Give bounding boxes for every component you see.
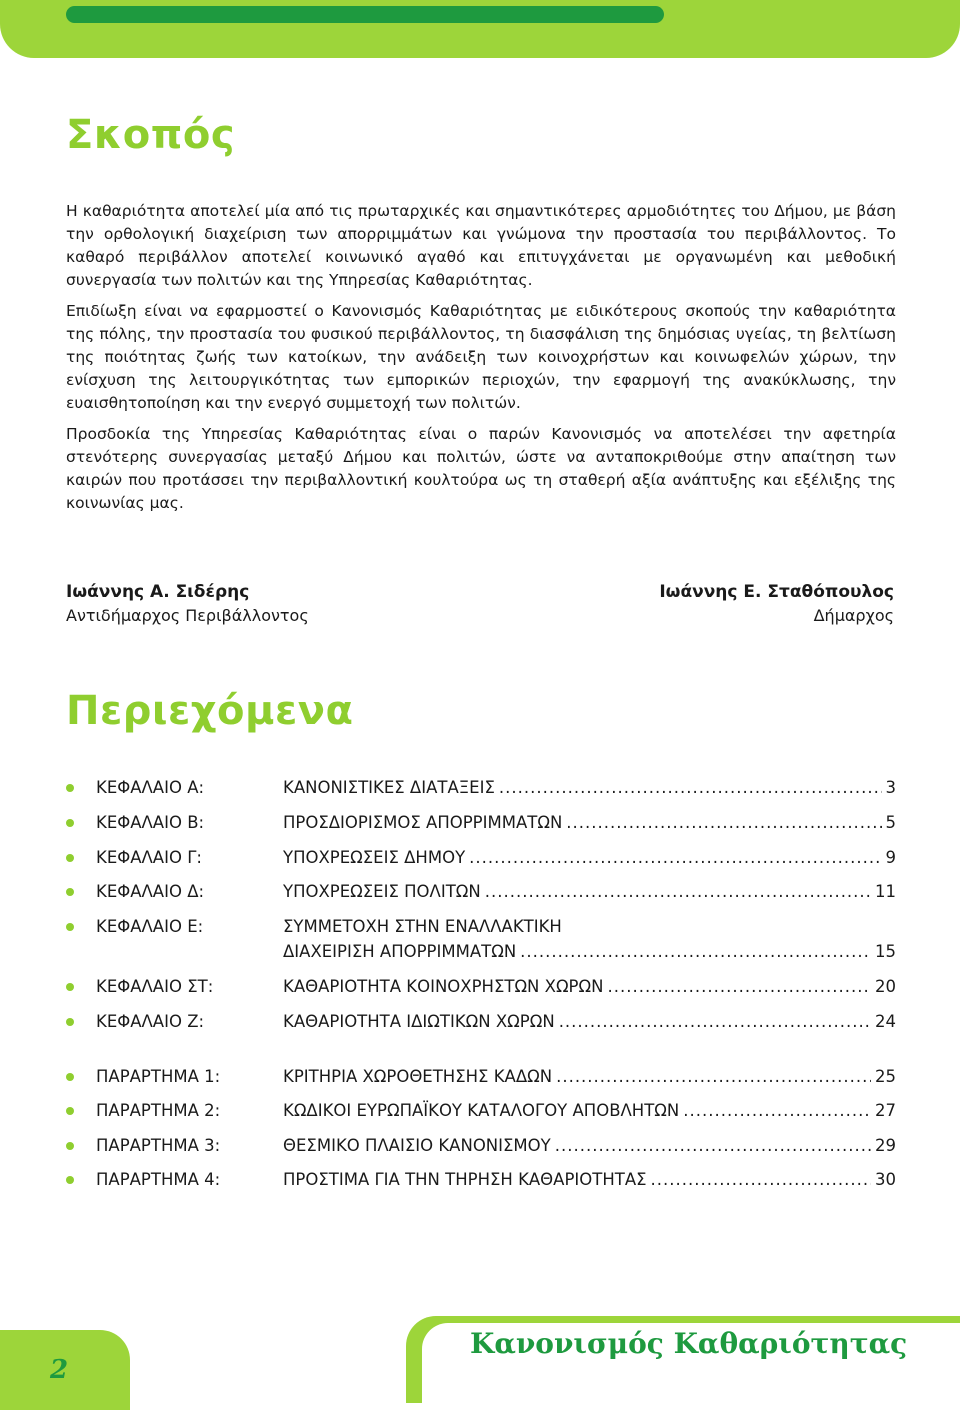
toc-entry[interactable] — [66, 810, 896, 832]
paragraph-3: Προσδοκία της Υπηρεσίας Καθαριότητας είναι ο παρών Κανονισμός να αποτελέσει την αφετηρία στενότερης συνεργασίας μεταξύ Δήμου και πολιτών, ώστε να ανταποκριθούμε στην απαίτηση των καιρών που προτάσσει την περιβαλλοντική κουλτούρα ως τη σταθερή αξία ανάπτυξης και εξέλιξης της κοινωνίας μας. — [66, 425, 896, 512]
bullet-icon — [66, 1073, 74, 1081]
leader-dots — [469, 845, 881, 870]
toc-label: ΚΕΦΑΛΑΙΟ Ζ: — [96, 1012, 205, 1031]
toc-title-line1: ΣΥΜΜΕΤΟΧΗ ΣΤΗΝ ΕΝΑΛΛΑΚΤΙΚΗ — [283, 917, 562, 936]
toc-entry[interactable] — [66, 1133, 896, 1155]
toc-page: 27 — [875, 1101, 896, 1120]
toc-entry[interactable] — [66, 1009, 896, 1031]
leader-dots — [556, 1064, 871, 1089]
toc-label: ΠΑΡΑΡΤΗΜΑ 3: — [96, 1136, 221, 1155]
paragraph-2: Επιδίωξη είναι να εφαρμοστεί ο Κανονισμός Καθαριότητας με ειδικότερους σκοπούς την καθαριότητα της πόλης, την προστασία του φυσικού περιβάλλοντος, τη διασφάλιση της δημόσιας υγείας, τη βελτίωση της ποιότητας ζωής των κατοίκων, την ανάδειξη των κοινοχρήστων και κοινωφελών χώρων, την ενίσχυση της λειτουργικότητας των εμπορικών περιοχών, την εφαρμογή της ανακύκλωσης, την ευαισθητοποίηση και την ενεργό συμμετοχή των πολιτών. — [66, 302, 896, 412]
toc-entry[interactable] — [66, 974, 896, 996]
toc-page: 25 — [875, 1067, 896, 1086]
bullet-icon — [66, 819, 74, 827]
bullet-icon — [66, 888, 74, 896]
leader-dots — [651, 1167, 871, 1192]
toc-title: ΚΩΔΙΚΟΙ ΕΥΡΩΠΑΪΚΟΥ ΚΑΤΑΛΟΓΟΥ ΑΠΟΒΛΗΤΩΝ — [283, 1101, 680, 1120]
signatory-name: Ιωάννης Ε. Σταθόπουλος — [659, 582, 894, 602]
toc-title: ΘΕΣΜΙΚΟ ΠΛΑΙΣΙΟ ΚΑΝΟΝΙΣΜΟΥ — [283, 1136, 551, 1155]
section-heading-contents: Περιεχόμενα — [66, 688, 354, 734]
bullet-icon — [66, 923, 74, 931]
section-heading-purpose: Σκοπός — [66, 112, 236, 158]
toc-label: ΚΕΦΑΛΑΙΟ Γ: — [96, 848, 202, 867]
bullet-icon — [66, 1018, 74, 1026]
bullet-icon — [66, 1176, 74, 1184]
toc-label: ΠΑΡΑΡΤΗΜΑ 1: — [96, 1067, 221, 1086]
bullet-icon — [66, 983, 74, 991]
toc-page: 5 — [885, 813, 896, 832]
toc-entry[interactable] — [66, 1098, 896, 1120]
signatory-role: Δήμαρχος — [813, 606, 894, 625]
toc-entry[interactable] — [66, 775, 896, 797]
leader-dots — [559, 1009, 871, 1034]
toc-title: ΠΡΟΣΔΙΟΡΙΣΜΟΣ ΑΠΟΡΡΙΜΜΑΤΩΝ — [283, 813, 563, 832]
signature-mayor — [659, 580, 894, 628]
signatory-role: Αντιδήμαρχος Περιβάλλοντος — [66, 606, 309, 625]
toc-page: 9 — [885, 848, 896, 867]
signatory-name: Ιωάννης Α. Σιδέρης — [66, 582, 250, 602]
toc-title: ΠΡΟΣΤΙΜΑ ΓΙΑ ΤΗΝ ΤΗΡΗΣΗ ΚΑΘΑΡΙΟΤΗΤΑΣ — [283, 1170, 647, 1189]
leader-dots — [499, 775, 882, 800]
top-decorative-bar — [66, 6, 664, 23]
signature-deputy-mayor — [66, 580, 309, 628]
toc-label: ΚΕΦΑΛΑΙΟ ΣΤ: — [96, 977, 214, 996]
toc-label: ΚΕΦΑΛΑΙΟ Ε: — [96, 917, 204, 936]
leader-dots — [566, 810, 881, 835]
toc-entry[interactable] — [66, 1167, 896, 1189]
toc-page: 15 — [875, 942, 896, 961]
toc-page: 11 — [875, 882, 896, 901]
toc-title: ΚΑΘΑΡΙΟΤΗΤΑ ΚΟΙΝΟΧΡΗΣΤΩΝ ΧΩΡΩΝ — [283, 977, 604, 996]
toc-label: ΚΕΦΑΛΑΙΟ Β: — [96, 813, 205, 832]
toc-title: ΚΡΙΤΗΡΙΑ ΧΩΡΟΘΕΤΗΣΗΣ ΚΑΔΩΝ — [283, 1067, 553, 1086]
bullet-icon — [66, 854, 74, 862]
toc-page: 30 — [875, 1170, 896, 1189]
toc-label: ΠΑΡΑΡΤΗΜΑ 2: — [96, 1101, 221, 1120]
purpose-body — [66, 200, 896, 523]
page-number: 2 — [50, 1355, 69, 1385]
toc-entry[interactable] — [66, 845, 896, 867]
toc-title: ΥΠΟΧΡΕΩΣΕΙΣ ΔΗΜΟΥ — [283, 848, 466, 867]
toc-title: ΚΑΘΑΡΙΟΤΗΤΑ ΙΔΙΩΤΙΚΩΝ ΧΩΡΩΝ — [283, 1012, 555, 1031]
bullet-icon — [66, 784, 74, 792]
toc-label: ΠΑΡΑΡΤΗΜΑ 4: — [96, 1170, 221, 1189]
toc-page: 24 — [875, 1012, 896, 1031]
leader-dots — [485, 879, 871, 904]
toc-page: 20 — [875, 977, 896, 996]
toc-entry[interactable] — [66, 879, 896, 901]
leader-dots — [555, 1133, 871, 1158]
leader-dots — [520, 939, 871, 964]
toc-entry[interactable] — [66, 914, 896, 966]
toc-entry[interactable] — [66, 1064, 896, 1086]
leader-dots — [607, 974, 871, 999]
paragraph-1: Η καθαριότητα αποτελεί μία από τις πρωταρχικές και σημαντικότερες αρμοδιότητες του Δήμου, με βάση την ορθολογική διαχείριση των απορριμμάτων και γνώμονα την προστασία του περιβάλλοντος. Το καθαρό περιβάλλον αποτελεί κοινωνικό αγαθό και επιτυγχάνεται με οργανωμένη και μεθοδική συνεργασία των πολιτών και της Υπηρεσίας Καθαριότητας. — [66, 202, 896, 289]
toc-page: 29 — [875, 1136, 896, 1155]
toc-title: ΚΑΝΟΝΙΣΤΙΚΕΣ ΔΙΑΤΑΞΕΙΣ — [283, 778, 495, 797]
toc-label: ΚΕΦΑΛΑΙΟ Δ: — [96, 882, 205, 901]
toc-title: ΥΠΟΧΡΕΩΣΕΙΣ ΠΟΛΙΤΩΝ — [283, 882, 481, 901]
toc-page: 3 — [885, 778, 896, 797]
toc-label: ΚΕΦΑΛΑΙΟ Α: — [96, 778, 205, 797]
toc-title: ΔΙΑΧΕΙΡΙΣΗ ΑΠΟΡΡΙΜΜΑΤΩΝ — [283, 942, 517, 961]
footer-document-title: Κανονισμός Καθαριότητας — [470, 1327, 908, 1360]
leader-dots — [683, 1098, 871, 1123]
bullet-icon — [66, 1142, 74, 1150]
bullet-icon — [66, 1107, 74, 1115]
